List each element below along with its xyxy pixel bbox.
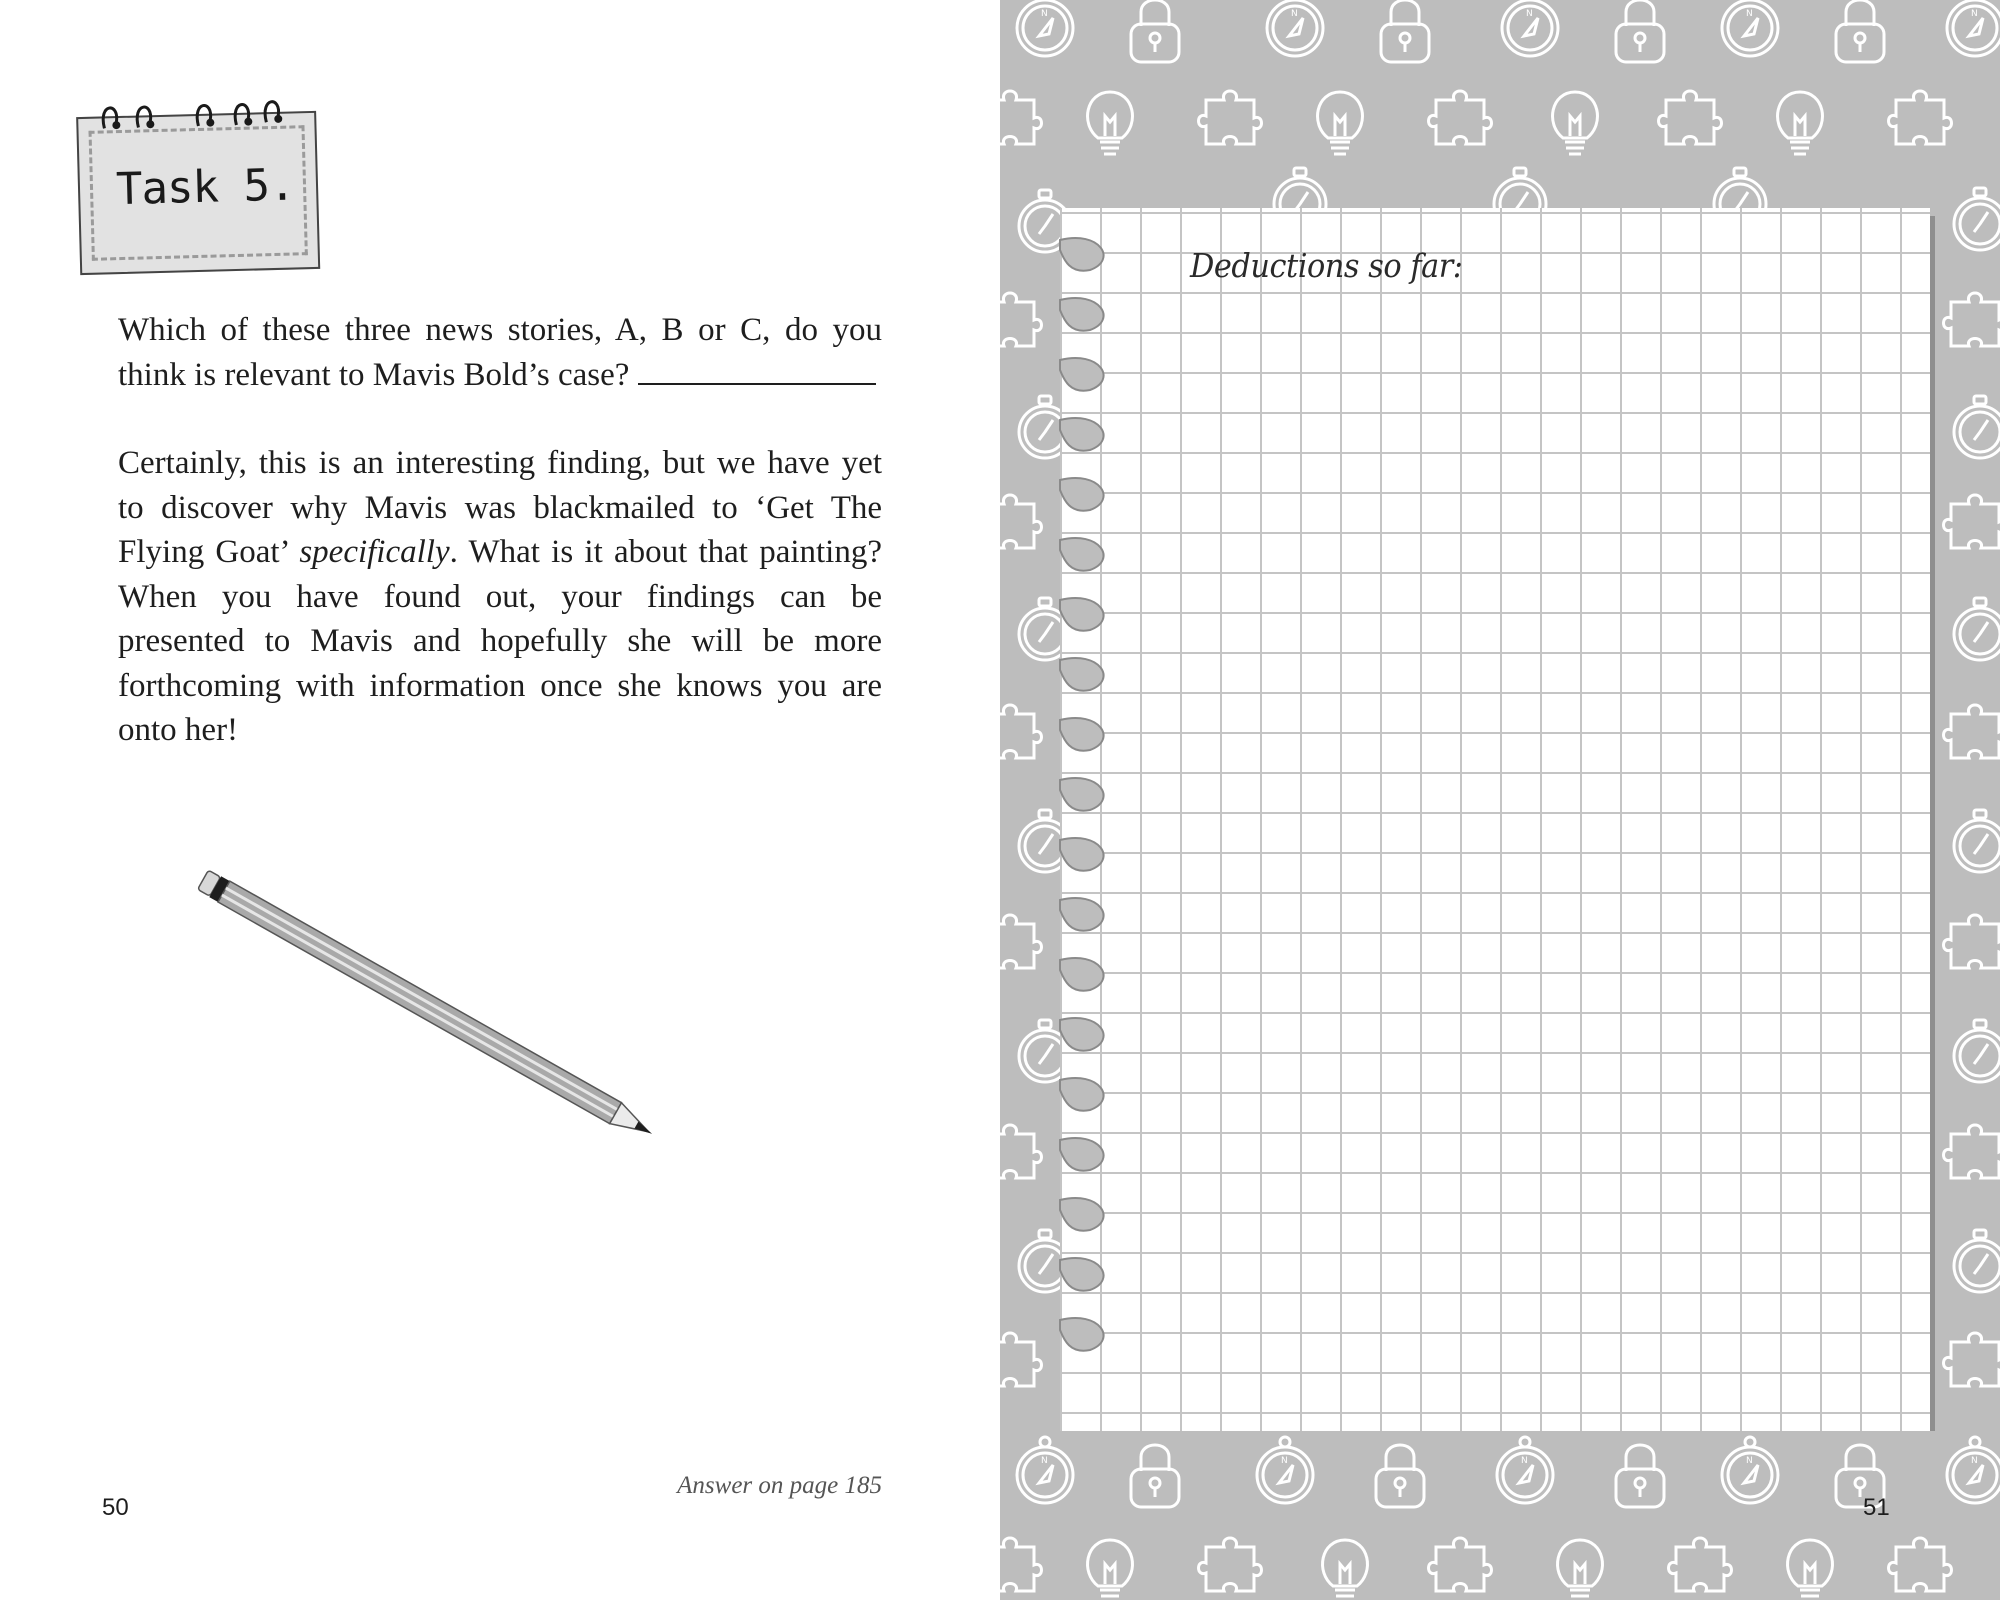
narrative-emphasis: specifically (299, 534, 450, 570)
right-page (1000, 0, 2000, 1600)
answer-reference: Answer on page 185 (677, 1472, 882, 1499)
grid-notepad[interactable] (1060, 208, 1930, 1431)
task-card (76, 93, 321, 279)
notepad-heading: Deductions so far: (1190, 246, 1463, 285)
narrative-paragraph (118, 441, 882, 753)
narrative-text-start: Certainly, this is an interesting finding, but we have yet to discover why Mavis was blackmailed to ‘Get The Flying Goat’ (118, 445, 882, 570)
pencil-icon (190, 860, 720, 1150)
question-paragraph (118, 308, 882, 397)
page-number-right: 51 (1863, 1494, 1890, 1521)
narrative-text-end: . What is it about that painting? When you have found out, your findings can be presented to Mavis and hopefully she will be more forthcoming with information once she knows you are onto her! (118, 534, 882, 748)
question-text: Which of these three news stories, A, B or C, do you think is relevant to Mavis Bold’s case? (118, 312, 882, 393)
answer-blank-line[interactable] (638, 355, 876, 385)
page-number-left: 50 (102, 1494, 129, 1521)
task-label: Task 5. (115, 159, 296, 216)
binder-rings-icon (76, 93, 317, 139)
spiral-binding-icon (1030, 230, 1120, 1410)
